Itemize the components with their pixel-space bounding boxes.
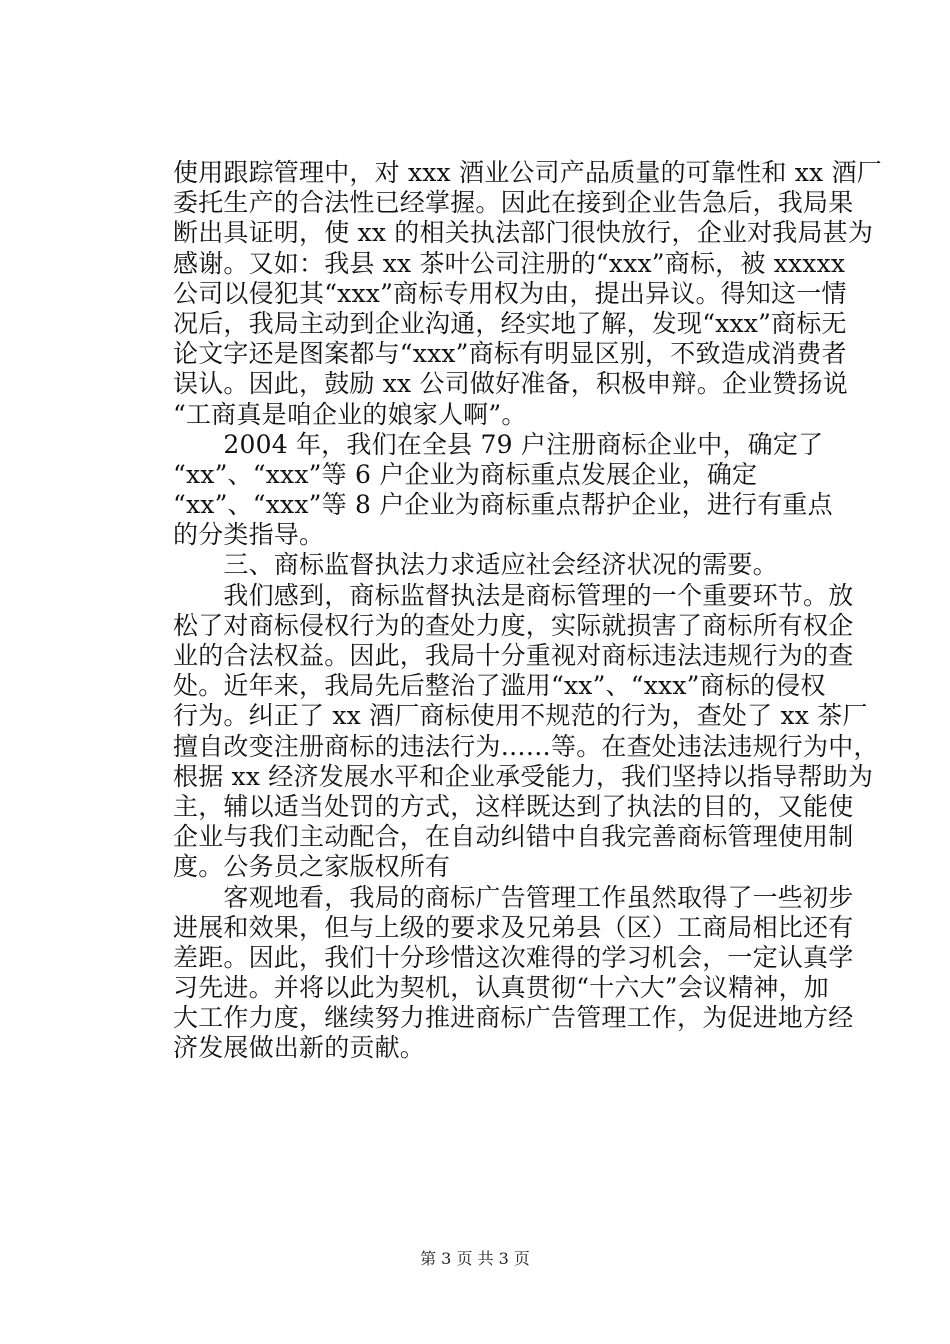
text-line: 习先进。并将以此为契机，认真贯彻“十六大”会议精神，加: [173, 973, 829, 1003]
text-line: 况后，我局主动到企业沟通，经实地了解，发现“xxx”商标无: [173, 308, 847, 338]
text-line: 客观地看，我局的商标广告管理工作虽然取得了一些初步: [173, 882, 854, 912]
text-line: 擅自改变注册商标的违法行为……等。在查处违法违规行为中，: [173, 731, 879, 761]
text-line: 差距。因此，我们十分珍惜这次难得的学习机会，一定认真学: [173, 942, 854, 972]
page-number-footer: 第 3 页 共 3 页: [420, 1249, 530, 1268]
text-line: 断出具证明，使 xx 的相关执法部门很快放行，企业对我局甚为: [173, 218, 874, 248]
text-line: 济发展做出新的贡献。: [173, 1033, 426, 1063]
text-line: 感谢。又如：我县 xx 茶叶公司注册的“xxx”商标，被 xxxxx: [173, 248, 846, 278]
text-line: 委托生产的合法性已经掌握。因此在接到企业告急后，我局果: [173, 188, 854, 218]
text-line: 2004 年，我们在全县 79 户注册商标企业中，确定了: [173, 429, 824, 459]
text-line: 业的合法权益。因此，我局十分重视对商标违法违规行为的查: [173, 641, 854, 670]
text-line: 企业与我们主动配合，在自动纠错中自我完善商标管理使用制: [173, 822, 854, 852]
text-line: 进展和效果，但与上级的要求及兄弟县（区）工商局相比还有: [173, 912, 854, 942]
text-line: 松了对商标侵权行为的查处力度，实际就损害了商标所有权企: [173, 610, 854, 640]
text-line: “工商真是咱企业的娘家人啊”。: [173, 399, 527, 429]
text-line: “xx”、“xxx”等 6 户企业为商标重点发展企业，确定: [173, 459, 758, 489]
text-line: 处。近年来，我局先后整治了滥用“xx”、“xxx”商标的侵权: [173, 671, 826, 701]
text-line: 的分类指导。: [173, 520, 325, 550]
text-line: 论文字还是图案都与“xxx”商标有明显区别，不致造成消费者: [173, 339, 847, 369]
text-line: 度。公务员之家版权所有: [173, 852, 451, 882]
text-line: 误认。因此，鼓励 xx 公司做好准备，积极申辩。企业赞扬说: [173, 369, 848, 399]
text-line: 主，辅以适当处罚的方式，这样既达到了执法的目的，又能使: [173, 791, 854, 821]
text-line: 根据 xx 经济发展水平和企业承受能力，我们坚持以指导帮助为: [173, 761, 874, 791]
text-line: “xx”、“xxx”等 8 户企业为商标重点帮护企业，进行有重点: [173, 490, 833, 520]
text-line: 大工作力度，继续努力推进商标广告管理工作，为促进地方经: [173, 1003, 854, 1033]
text-line: 行为。纠正了 xx 酒厂商标使用不规范的行为，查处了 xx 茶厂: [173, 701, 868, 731]
text-line: 公司以侵犯其“xxx”商标专用权为由，提出异议。得知这一情: [173, 278, 847, 308]
text-line: 我们感到，商标监督执法是商标管理的一个重要环节。放: [173, 580, 854, 610]
document-body: [173, 158, 882, 1064]
section-heading: 三、商标监督执法力求适应社会经济状况的需要。: [173, 550, 778, 580]
text-line: 使用跟踪管理中，对 xxx 酒业公司产品质量的可靠性和 xx 酒厂: [173, 158, 882, 187]
